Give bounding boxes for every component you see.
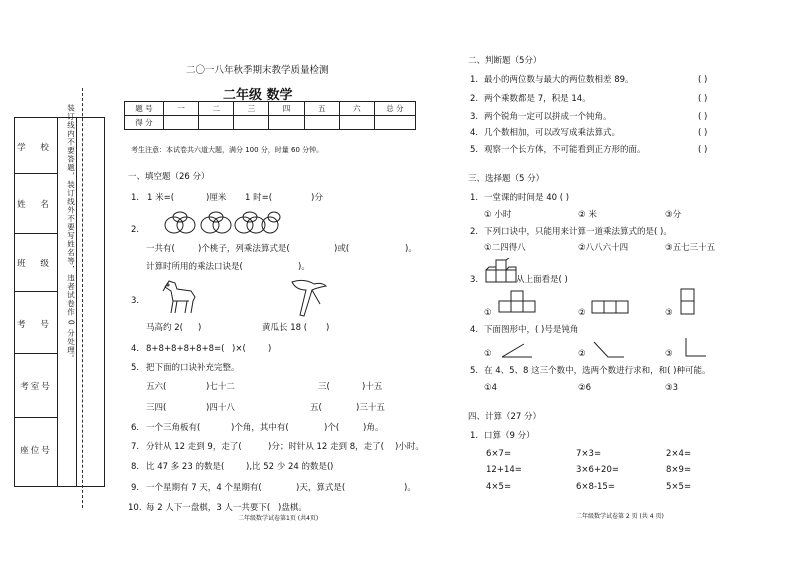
exam-number-label: 考 号 [17,320,55,330]
q8-text: 比 47 多 23 的数是( [146,462,225,472]
calc-item: 4×5= [486,482,512,492]
q4-mid: )×( [232,344,246,354]
choice-1-text: 一堂课的时间是 40 ( ) [484,193,570,203]
q5-r1b: )七十二 [206,382,235,392]
choice-1-option1[interactable]: ① 小时 [484,210,512,220]
score-table-header: 二 [199,102,234,116]
choice-5-option2[interactable]: ②6 [578,383,592,393]
choice-4-option1[interactable]: ① [484,349,492,359]
q10-text: 每 2 人下一盘棋，3 人一共要下( [146,503,271,513]
score-cell[interactable] [199,116,234,130]
score-table-header: 总 分 [375,102,416,116]
q6-text: 一个三角板有( [146,423,201,433]
q7-c: )小时。 [395,442,424,452]
q2-line2-b: )。 [298,262,310,272]
exam-notice: 考生注意：本试卷共六道大题，满分 100 分，时量 60 分钟。 [131,146,324,154]
footer-left: 二年级数学试卷第1页 (共4页) [238,515,319,522]
q7-text: 分针从 12 走到 9，走了( [146,442,242,452]
score-table-header: 四 [269,102,304,116]
judge-3-text: 两个锐角一定可以拼成一个钝角。 [484,112,612,122]
calc-item: 5×5= [666,482,692,492]
choice-4-option2[interactable]: ② [578,349,586,359]
top-view-option3 [680,288,696,316]
q3-cucumber-text: 黄瓜长 18 ( [262,323,308,333]
obtuse-angle-figure [592,340,626,360]
q4-text: 8+8+8+8+8+8=( [146,344,225,354]
calc-sub-title: 口算（9 分） [484,431,535,441]
choice-5-option3[interactable]: ③3 [665,383,679,393]
q7-b: )分；时针从 12 走到 8，走了( [268,442,384,452]
q1-text-b: )厘米 [206,193,227,203]
calc-item: 6×8-15= [576,482,615,492]
q3-cucumber-end: ) [326,323,330,333]
q8-number: 8. [131,462,140,472]
score-table-header: 题 号 [125,102,164,116]
calc-item: 7×3= [576,449,602,459]
q2-number: 2. [131,225,140,235]
judge-5-answer[interactable]: ( ) [698,145,708,155]
choice-2-option1[interactable]: ①二四得八 [484,243,526,253]
q8-c: ) [330,462,334,472]
score-table-header: 一 [164,102,199,116]
score-cell[interactable] [234,116,269,130]
q6-b: )个角，其中有( [231,423,289,433]
q2-line1-d: )。 [405,244,417,254]
calc-item: 2×4= [666,449,692,459]
q1-number: 1. [131,193,140,203]
top-view-option1 [498,290,538,314]
class-label: 班 级 [17,259,55,269]
score-table-header: 三 [234,102,269,116]
q5-r1d: )十五 [362,382,383,392]
seat-label: 座位号 [20,446,52,456]
score-table-header: 六 [339,102,374,116]
q3-horse-end: ) [198,323,202,333]
judge-5-number: 5. [470,145,479,155]
choice-2-option2[interactable]: ②八八六十四 [578,243,629,253]
choice-2-text: 下列口诀中，只能用来计算一道乘法算式的是( )。 [484,227,672,237]
q5-text: 把下面的口诀补充完整。 [146,363,240,373]
calc-item: 3×6+20= [576,465,619,475]
choice-4-option3[interactable]: ③ [665,349,673,359]
judge-2-number: 2. [470,94,479,104]
q5-r1a: 五六( [146,382,167,392]
judge-3-answer[interactable]: ( ) [698,112,708,122]
q10-number: 10. [128,503,142,513]
q9-text: 一个星期有 7 天，4 个星期有( [146,483,262,493]
q6-d: )角。 [363,423,384,433]
q7-number: 7. [131,442,140,452]
q9-number: 9. [131,483,140,493]
choice-1-option2[interactable]: ② 米 [578,210,597,220]
q6-number: 6. [131,423,140,433]
section2-title: 二、判断题（5分） [468,56,542,66]
q3-number: 3. [131,296,140,306]
q1-text-a: 1 米=( [147,193,175,203]
choice-4-number: 4. [470,325,479,335]
q9-c: )。 [404,483,416,493]
judge-4-text: 几个数相加，可以改写成乘法算式。 [484,128,621,138]
calc-item: 12+14= [486,465,522,475]
score-cell[interactable] [304,116,339,130]
score-table-header: 五 [304,102,339,116]
calc-item: 8×9= [666,465,692,475]
q2-line1-b: )个桃子，列乘法算式是( [198,244,290,254]
judge-1-number: 1. [470,75,479,85]
section4-title: 四、计算（27 分） [468,412,542,422]
choice-3-number: 3. [470,275,479,285]
section3-title: 三、选择题（5 分） [468,174,545,184]
footer-right: 二年级数学试卷第 2 页 (共 4 页) [576,513,664,520]
choice-2-number: 2. [470,227,479,237]
judge-4-answer[interactable]: ( ) [698,128,708,138]
judge-5-text: 观察一个长方体，不可能看到正方形的面。 [484,145,646,155]
cube-stack-figure [484,258,520,284]
right-angle-figure [682,336,708,360]
q3-horse-text: 马高约 2( [146,323,183,333]
calc-item: 6×7= [486,449,512,459]
choice-3-option1[interactable]: ① [484,308,492,318]
choice-1-option3[interactable]: ③分 [665,210,682,220]
q10-b: )盘棋。 [278,503,307,513]
grade-subject-title: 二年级 数学 [223,88,293,103]
q5-r2a: 三四( [146,403,167,413]
school-label: 学 校 [17,143,55,153]
choice-5-number: 5. [470,366,479,376]
q5-r2b: )四十八 [206,403,235,413]
acute-angle-figure [500,340,534,360]
top-view-option2 [591,299,631,315]
q5-r2c: 五( [310,403,322,413]
choice-3-option3[interactable]: ③ [665,308,673,318]
calc-sub-number: 1. [470,431,479,441]
section1-title: 一、填空题（26 分） [128,172,210,182]
choice-2-option3[interactable]: ③五七三十五 [665,243,716,253]
q5-number: 5. [131,363,140,373]
q2-line1-a: 一共有( [146,244,175,254]
judge-1-text: 最小的两位数与最大的两位数相差 89。 [484,75,634,85]
judge-1-answer[interactable]: ( ) [698,75,708,85]
judge-2-answer[interactable]: ( ) [698,94,708,104]
judge-4-number: 4. [470,128,479,138]
q2-line2-a: 计算时所用的乘法口诀是( [146,262,243,272]
binding-line [82,88,83,508]
judge-3-number: 3. [470,112,479,122]
score-row-label: 得 分 [125,116,164,130]
choice-5-option1[interactable]: ①4 [484,383,498,393]
judge-2-text: 两个乘数都是 7，积是 14。 [484,94,591,104]
horse-illustration [155,277,201,317]
q1-text-d: )分 [311,193,323,203]
score-cell[interactable] [375,116,416,130]
choice-3-option2[interactable]: ② [578,308,586,318]
q1-text-c: 1 时=( [245,193,273,203]
q5-r1c: 三( [318,382,330,392]
q5-r2d: )三十五 [356,403,385,413]
choice-4-text: 下面图形中，( )号是钝角 [484,325,579,335]
q4-end: ) [268,344,272,354]
q9-b: )天，算式是( [296,483,346,493]
score-cell[interactable] [269,116,304,130]
q2-line1-c: )或( [334,244,350,254]
choice-1-number: 1. [470,193,479,203]
score-cell[interactable] [164,116,199,130]
score-table [124,101,416,130]
q8-b: ),比 52 少 24 的数是( [246,462,331,472]
peach-illustration [162,210,282,236]
name-label: 姓 名 [17,200,55,210]
binding-warning: 装订线内不要答题，装订线外不要写姓名等，违者试卷作 0 分处理。 [66,104,76,364]
cucumber-illustration [284,276,330,318]
q4-number: 4. [131,344,140,354]
exam-room-label: 考室号 [20,382,52,392]
choice-3-text: 从上面看是( ) [516,275,568,285]
q6-c: )个( [324,423,340,433]
score-cell[interactable] [339,116,374,130]
choice-5-text: 在 4、5、8 这三个数中，选两个数进行求和，和( )种可能。 [484,366,711,376]
exam-heading: 二〇一八年秋季期末教学质量检测 [186,65,329,76]
binding-strip [14,117,105,487]
